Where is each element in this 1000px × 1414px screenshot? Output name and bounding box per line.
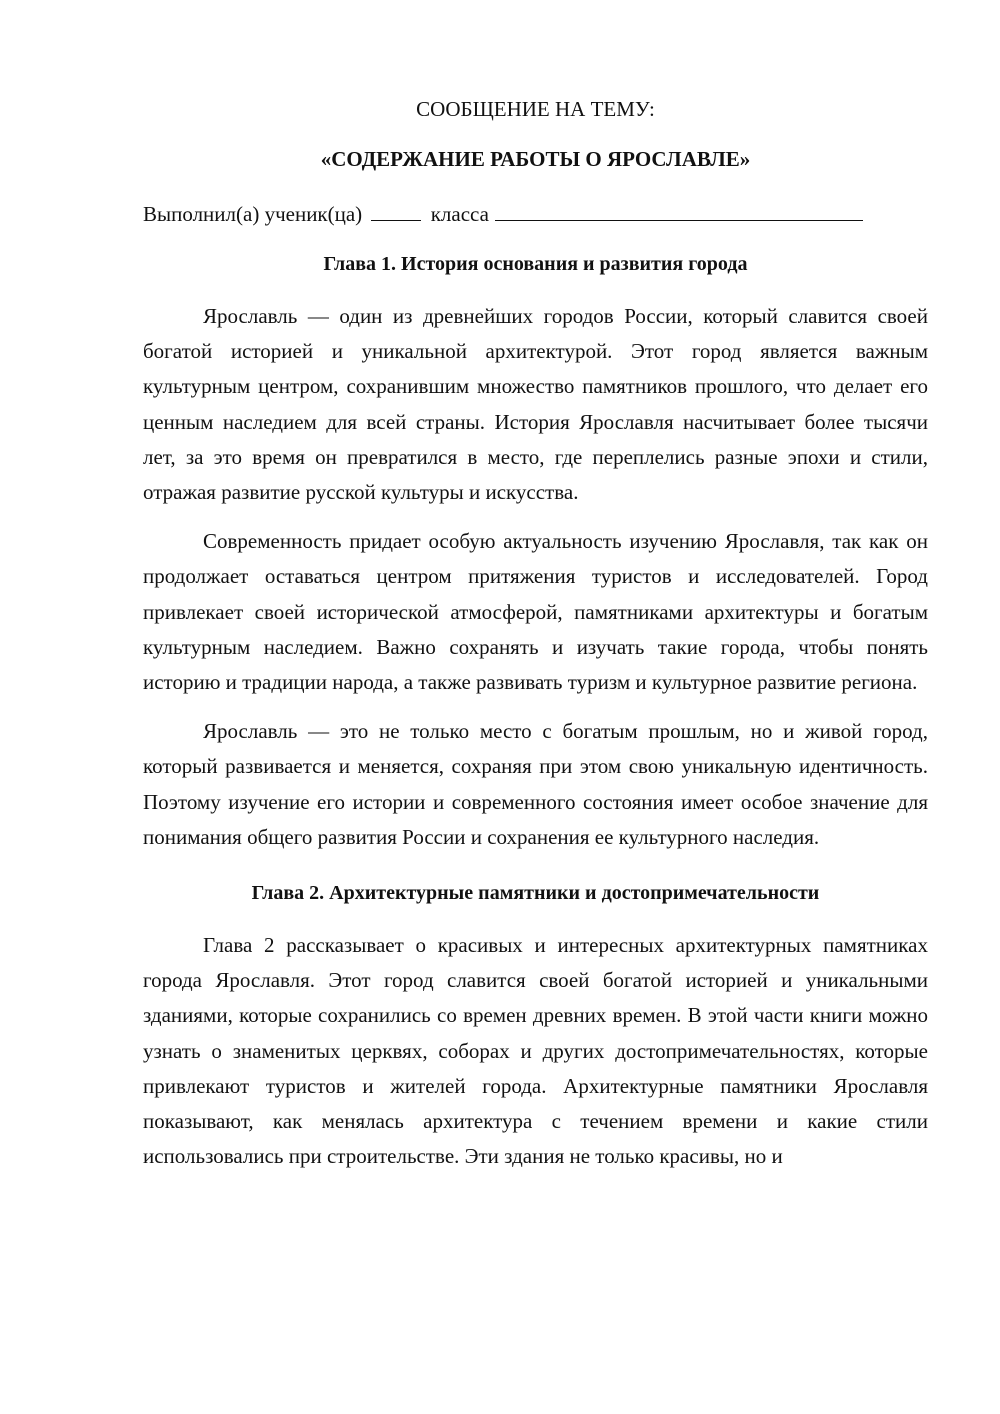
student-name-blank [495,198,863,221]
chapter-2-paragraph-1: Глава 2 рассказывает о красивых и интересных архитектурных памятниках города Ярославля. Этот город славится своей богатой историей и уникальными зданиями, которые сохранились со времен древних времен. В этой части книги можно узнать о знаменитых церквях, соборах и других достопримечательностях, которые привлекают туристов и жителей города. Архитектурные памятники Ярославля показывают, как менялась архитектура с течением времени и какие стили использовались при строительстве. Эти здания не только красивы, но и [143,933,928,1169]
chapter-1-paragraph-3: Ярославль — это не только место с богатым прошлым, но и живой город, который развивается и меняется, сохраняя при этом свою уникальную идентичность. Поэтому изучение его истории и современного состояния имеет особое значение для понимания общего развития России и сохранения ее культурного наследия. [143,719,928,849]
chapter-2-heading: Глава 2. Архитектурные памятники и достопримечательности [251,882,820,905]
class-word: класса [430,202,489,226]
author-prefix: Выполнил(а) ученик(ца) [143,202,363,226]
chapter-1-paragraph-1: Ярославль — один из древнейших городов России, который славится своей богатой историей и уникальной архитектурой. Этот город является важным культурным центром, сохранившим множество памятников прошлого, что делает его ценным наследием для всей страны. История Ярославля насчитывает более тысячи лет, за это время он превратился в место, где переплелись разные эпохи и стили, отражая развитие русской культуры и искусства. [143,304,928,505]
class-number-blank [371,198,421,221]
author-line [143,198,928,229]
document-subtitle: «СОДЕРЖАНИЕ РАБОТЫ О ЯРОСЛАВЛЕ» [320,147,751,171]
chapter-1-heading: Глава 1. История основания и развития города [323,253,748,275]
chapter-1-paragraph-2: Современность придает особую актуальность изучению Ярославля, так как он продолжает оставаться центром притяжения туристов и исследователей. Город привлекает своей исторической атмосферой, памятниками архитектуры и богатым культурным наследием. Важно сохранять и изучать такие города, чтобы понять историю и традиции народа, а также развивать туризм и культурное развитие региона. [143,529,928,695]
document-page [143,94,928,1174]
document-title: СООБЩЕНИЕ НА ТЕМУ: [416,97,655,121]
